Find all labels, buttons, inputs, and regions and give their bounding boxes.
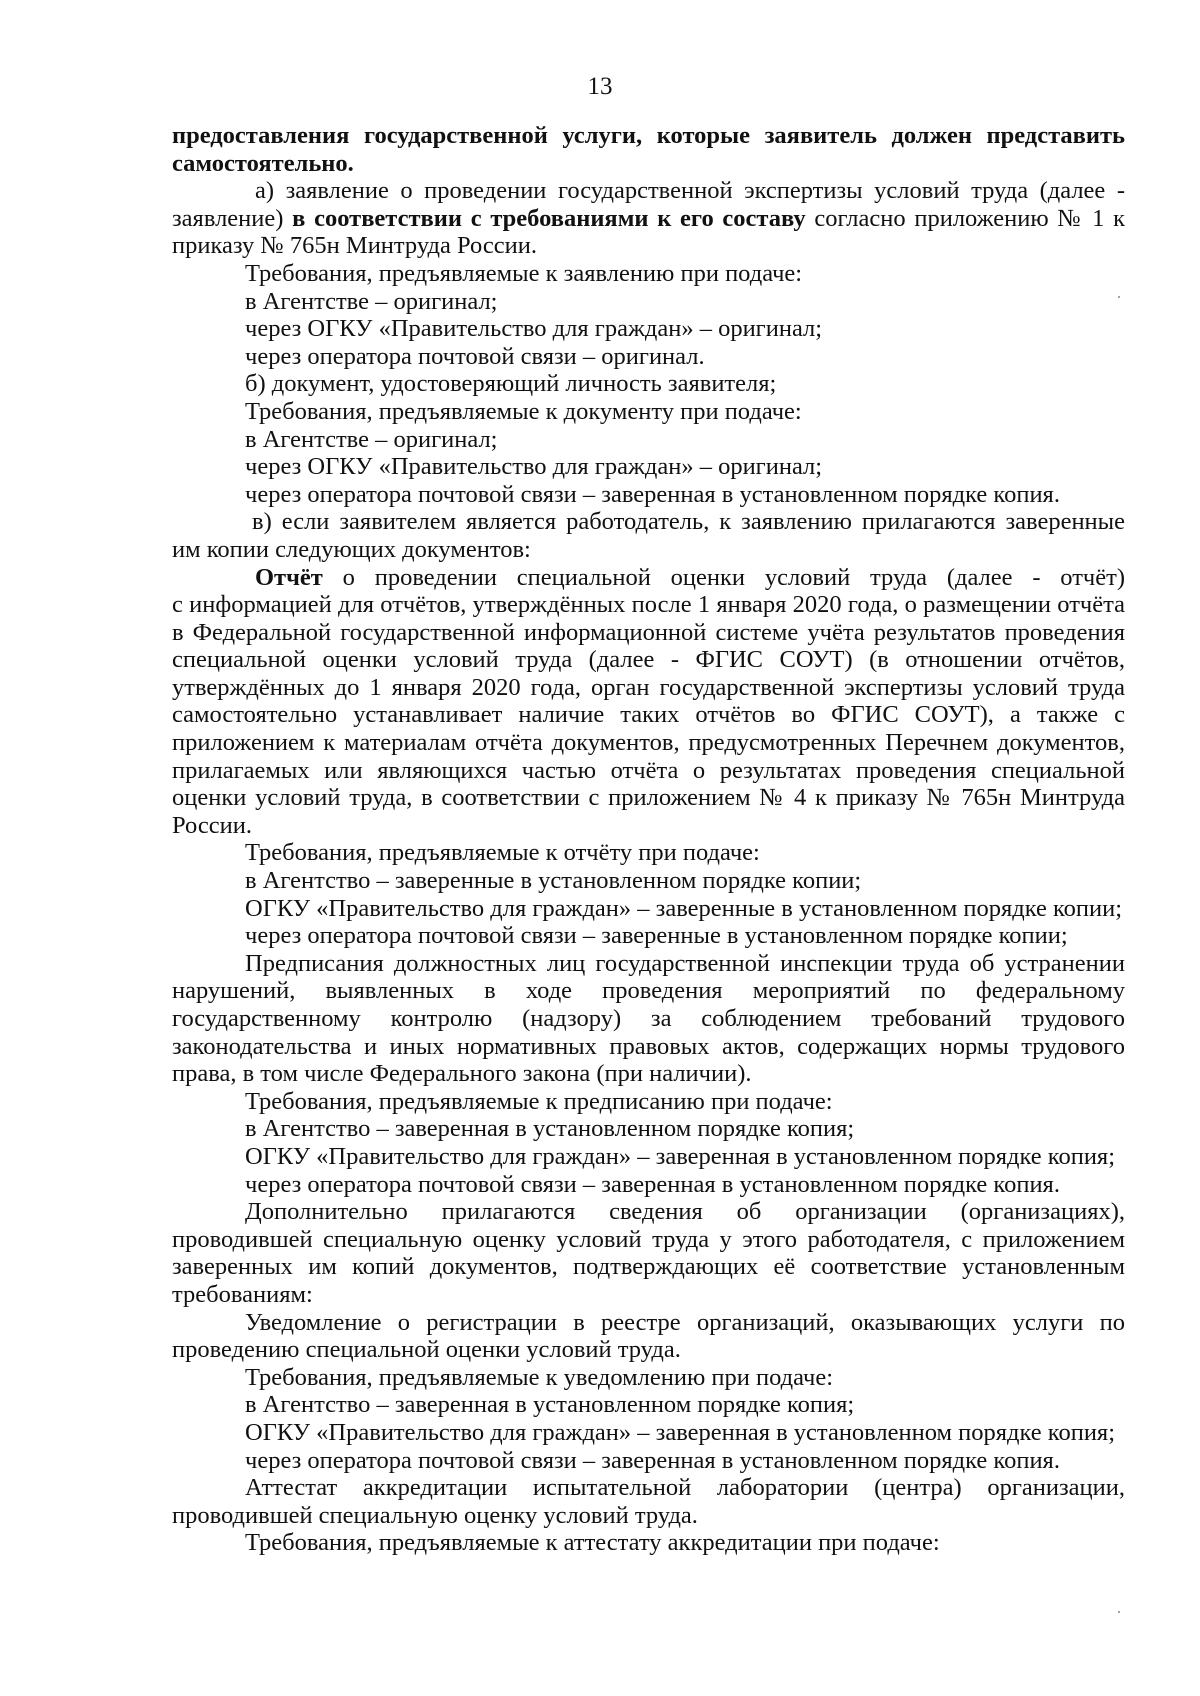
requirement-heading: Требования, предъявляемые к документу при подаче: bbox=[245, 397, 802, 425]
paragraph-line: России. bbox=[172, 811, 252, 839]
requirement-item: через ОГКУ «Правительство для граждан» – оригинал; bbox=[245, 315, 823, 343]
requirement-item: через ОГКУ «Правительство для граждан» – оригинал; bbox=[245, 453, 823, 481]
paragraph-line: проведению специальной оценки условий труда. bbox=[172, 1336, 681, 1364]
requirement-heading: Требования, предъявляемые к аттестату аккредитации при подаче: bbox=[245, 1529, 940, 1557]
requirement-item: через оператора почтовой связи – заверенная в установленном порядке копия. bbox=[245, 1170, 1060, 1198]
requirement-item: в Агентство – заверенная в установленном порядке копия; bbox=[245, 1391, 855, 1419]
text-run: заявление) bbox=[172, 204, 293, 232]
paragraph-line: утверждённых до 1 января 2020 года, орган государственной экспертизы условий труда bbox=[172, 673, 1125, 701]
requirement-item: в Агентстве – оригинал; bbox=[245, 287, 498, 315]
paragraph-line: в) если заявителем является работодатель, к заявлению прилагаются заверенные bbox=[252, 508, 1125, 536]
requirement-item: через оператора почтовой связи – оригинал. bbox=[245, 342, 705, 370]
page-number: 13 bbox=[587, 73, 613, 100]
section-heading-line-2: самостоятельно. bbox=[172, 149, 354, 177]
requirement-item: ОГКУ «Правительство для граждан» – заверенные в установленном порядке копии; bbox=[245, 894, 1123, 922]
paragraph-line: оценки условий труда, в соответствии с приложением № 4 к приказу № 765н Минтруда bbox=[172, 784, 1125, 812]
text-run: о проведении специальной оценки условий труда (далее - отчёт) bbox=[322, 563, 1125, 591]
scan-speck bbox=[1118, 1611, 1120, 1613]
requirement-heading: Требования, предъявляемые к отчёту при подаче: bbox=[245, 839, 760, 867]
paragraph-line: права, в том числе Федерального закона (при наличии). bbox=[172, 1060, 752, 1088]
requirement-heading: Требования, предъявляемые к заявлению при подаче: bbox=[245, 259, 803, 287]
bold-text-run: Отчёт bbox=[255, 563, 323, 591]
paragraph-line bbox=[172, 205, 1125, 233]
paragraph-line: им копии следующих документов: bbox=[172, 535, 531, 563]
paragraph-line: в Федеральной государственной информационной системе учёта результатов проведения bbox=[172, 618, 1125, 646]
text-run: согласно приложению № 1 к bbox=[805, 204, 1125, 232]
requirement-item: в Агентстве – оригинал; bbox=[245, 425, 498, 453]
requirement-heading: Требования, предъявляемые к уведомлению при подаче: bbox=[245, 1363, 833, 1391]
paragraph-line: прилагаемых или являющихся частью отчёта о результатах проведения специальной bbox=[172, 756, 1125, 784]
paragraph-line: Дополнительно прилагаются сведения об организации (организациях), bbox=[245, 1198, 1125, 1226]
paragraph-line: заверенных им копий документов, подтверждающих её соответствие установленным bbox=[172, 1253, 1125, 1281]
document-body bbox=[172, 122, 1125, 1557]
paragraph-line: а) заявление о проведении государственной экспертизы условий труда (далее - bbox=[255, 177, 1125, 205]
paragraph-line: приложением к материалам отчёта документов, предусмотренных Перечнем документов, bbox=[172, 729, 1125, 757]
requirement-item: ОГКУ «Правительство для граждан» – заверенная в установленном порядке копия; bbox=[245, 1142, 1116, 1170]
scan-speck bbox=[1118, 296, 1120, 298]
paragraph-line: приказу № 765н Минтруда России. bbox=[172, 232, 537, 260]
paragraph-line: нарушений, выявленных в ходе проведения мероприятий по федеральному bbox=[172, 977, 1125, 1005]
paragraph-line: требованиям: bbox=[172, 1280, 313, 1308]
paragraph-line: специальной оценки условий труда (далее - ФГИС СОУТ) (в отношении отчётов, bbox=[172, 646, 1125, 674]
paragraph-line: законодательства и иных нормативных правовых актов, содержащих нормы трудового bbox=[172, 1032, 1125, 1060]
requirement-item: ОГКУ «Правительство для граждан» – заверенная в установленном порядке копия; bbox=[245, 1418, 1116, 1446]
paragraph-line bbox=[172, 564, 1125, 592]
requirement-item: в Агентство – заверенные в установленном порядке копии; bbox=[245, 867, 862, 895]
paragraph-line: Уведомление о регистрации в реестре организаций, оказывающих услуги по bbox=[245, 1308, 1125, 1336]
section-heading-line-1: предоставления государственной услуги, которые заявитель должен представить bbox=[172, 122, 1125, 149]
requirement-item: через оператора почтовой связи – заверенная в установленном порядке копия. bbox=[245, 480, 1060, 508]
requirement-item: через оператора почтовой связи – заверенные в установленном порядке копии; bbox=[245, 922, 1068, 950]
paragraph-line: проводившей специальную оценку условий труда. bbox=[172, 1501, 698, 1529]
paragraph-line: проводившей специальную оценку условий труда у этого работодателя, с приложением bbox=[172, 1225, 1125, 1253]
paragraph-line: самостоятельно устанавливает наличие таких отчётов во ФГИС СОУТ), а также с bbox=[172, 701, 1125, 729]
requirement-item: в Агентство – заверенная в установленном порядке копия; bbox=[245, 1115, 855, 1143]
paragraph-line: Аттестат аккредитации испытательной лаборатории (центра) организации, bbox=[245, 1474, 1125, 1502]
requirement-heading: Требования, предъявляемые к предписанию при подаче: bbox=[245, 1087, 833, 1115]
requirement-item: через оператора почтовой связи – заверенная в установленном порядке копия. bbox=[245, 1446, 1060, 1474]
paragraph-line: Предписания должностных лиц государственной инспекции труда об устранении bbox=[245, 949, 1125, 977]
bold-text-run: в соответствии с требованиями к его составу bbox=[292, 204, 806, 232]
paragraph-line: с информацией для отчётов, утверждённых после 1 января 2020 года, о размещении отчёта bbox=[172, 591, 1125, 619]
paragraph-line: государственному контролю (надзору) за соблюдением требований трудового bbox=[172, 1005, 1125, 1032]
list-item: б) документ, удостоверяющий личность заявителя; bbox=[245, 370, 777, 398]
